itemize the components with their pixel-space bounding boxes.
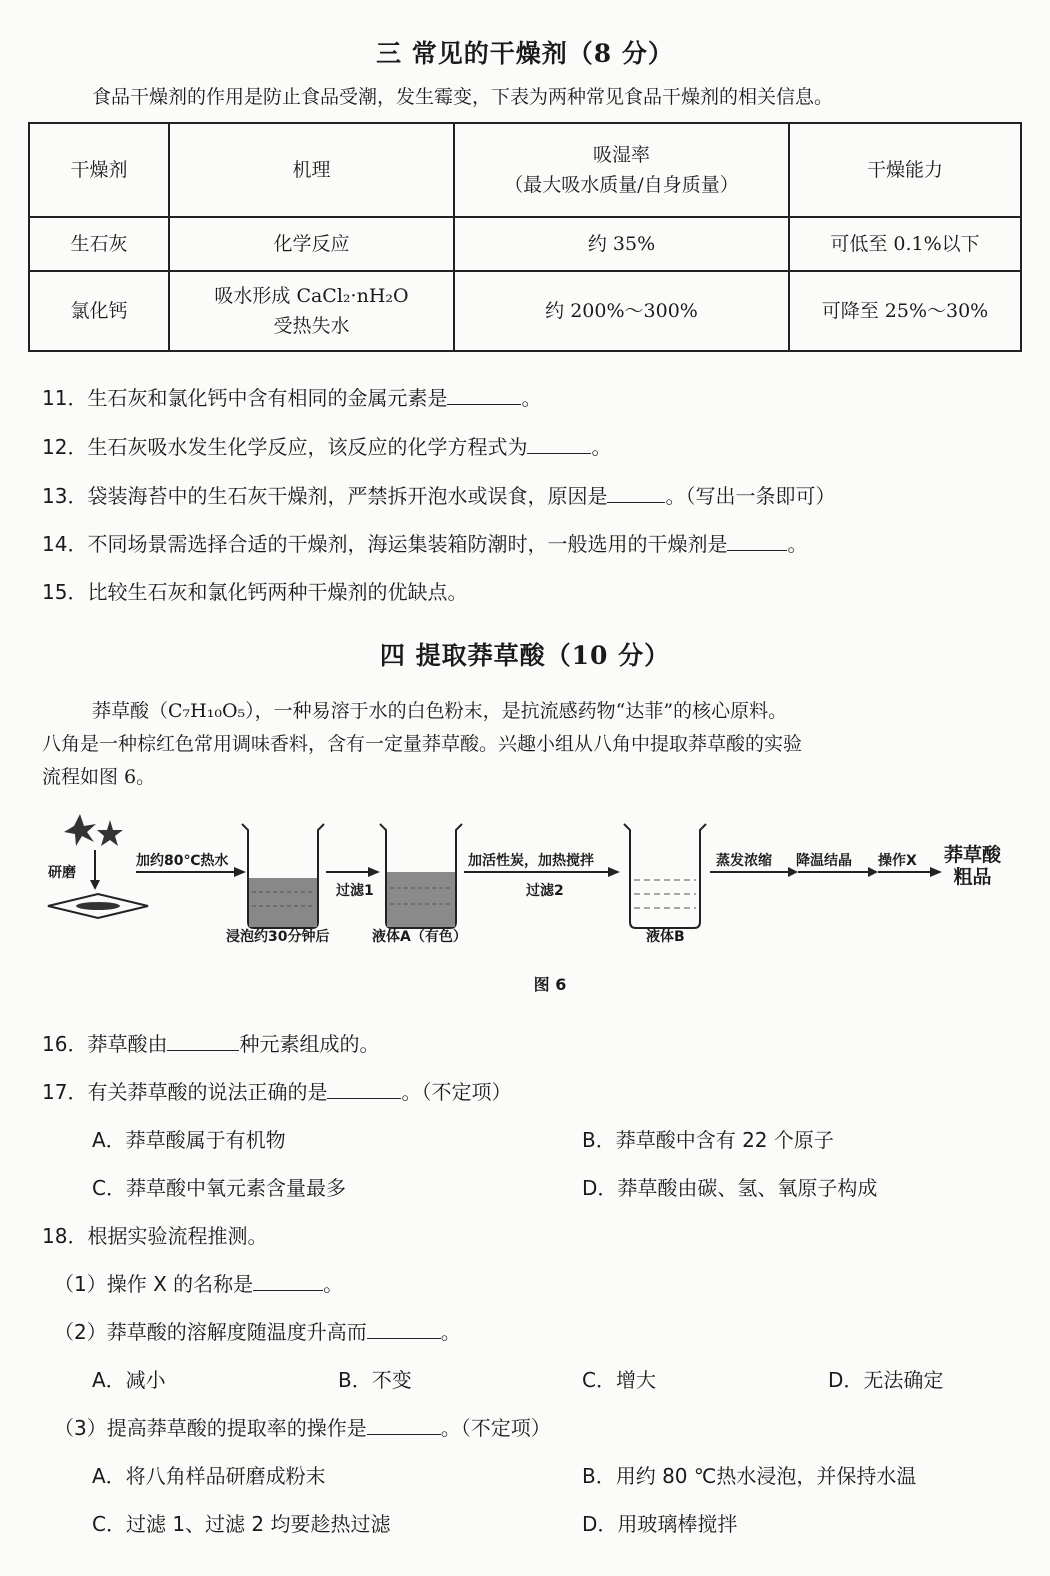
q18-3-option-c[interactable]: C．过滤 1、过滤 2 均要趁热过滤 bbox=[92, 1512, 391, 1536]
section4-intro-line1: 莽草酸（C₇H₁₀O₅），一种易溶于水的白色粉末，是抗流感药物“达菲”的核心原料。 bbox=[92, 700, 788, 722]
question-tail: 。 bbox=[521, 386, 542, 410]
flow-arrowhead bbox=[368, 867, 380, 877]
grind-arrowhead bbox=[90, 880, 100, 890]
label-step3a: 蒸发浓缩 bbox=[716, 853, 772, 869]
q18-part-3 bbox=[54, 1412, 551, 1441]
answer-blank[interactable] bbox=[727, 549, 787, 551]
table-cell: 约 35% bbox=[454, 217, 789, 271]
flow-arrowhead bbox=[930, 867, 942, 877]
question-text: （1）操作 X 的名称是 bbox=[54, 1272, 254, 1296]
q18-part-1 bbox=[54, 1268, 343, 1297]
answer-blank[interactable] bbox=[447, 403, 521, 405]
header-line: 吸湿率 bbox=[592, 144, 650, 166]
answer-blank[interactable] bbox=[367, 1337, 441, 1339]
table-cell: 氯化钙 bbox=[29, 271, 169, 351]
table-cell bbox=[169, 271, 454, 351]
question-text: 袋装海苔中的生石灰干燥剂，严禁拆开泡水或误食，原因是 bbox=[87, 484, 608, 508]
product-line: 莽草酸 bbox=[944, 844, 1002, 866]
table-cell: 可低至 0.1%以下 bbox=[789, 217, 1021, 271]
q18-3-option-b[interactable]: B．用约 80 ℃热水浸泡，并保持水温 bbox=[582, 1464, 917, 1488]
question-number: 16． bbox=[42, 1032, 88, 1056]
label-product bbox=[944, 844, 1001, 888]
question-text: （2）莽草酸的溶解度随温度升高而 bbox=[54, 1320, 367, 1344]
table-row bbox=[29, 217, 1021, 271]
flow-arrowhead bbox=[868, 867, 878, 877]
question-13 bbox=[42, 480, 835, 509]
powder-icon bbox=[76, 902, 120, 910]
label-liquid-a: 液体A（有色） bbox=[372, 929, 467, 945]
question-number: 12． bbox=[42, 435, 88, 459]
question-tail: 。 bbox=[787, 532, 808, 556]
q18-3-option-d[interactable]: D．用玻璃棒搅拌 bbox=[582, 1512, 738, 1536]
q18-3-option-a[interactable]: A．将八角样品研磨成粉末 bbox=[92, 1464, 326, 1488]
label-filter2: 过滤2 bbox=[526, 883, 564, 899]
question-tail: 。 bbox=[591, 435, 612, 459]
question-number: 14． bbox=[42, 532, 88, 556]
beaker-1-icon bbox=[242, 824, 324, 928]
q17-option-a[interactable]: A．莽草酸属于有机物 bbox=[92, 1128, 286, 1152]
question-tail: 。（写出一条即可） bbox=[665, 484, 836, 508]
label-step1: 加约80℃热水 bbox=[136, 853, 229, 869]
question-text: 生石灰吸水发生化学反应，该反应的化学方程式为 bbox=[87, 435, 528, 459]
section4-title: 四 提取莽草酸（10 分） bbox=[379, 641, 671, 670]
table-header-cell: 干燥能力 bbox=[789, 123, 1021, 217]
table-cell: 约 200%～300% bbox=[454, 271, 789, 351]
answer-blank[interactable] bbox=[327, 1097, 401, 1099]
question-number: 11． bbox=[42, 386, 88, 410]
label-grind: 研磨 bbox=[48, 865, 76, 881]
question-tail: 种元素组成的。 bbox=[239, 1032, 380, 1056]
star-anise-icon bbox=[64, 814, 123, 846]
question-18 bbox=[42, 1220, 267, 1249]
question-text: 比较生石灰和氯化钙两种干燥剂的优缺点。 bbox=[87, 580, 468, 604]
question-tail: 。 bbox=[323, 1272, 344, 1296]
q18-2-option-b[interactable]: B．不变 bbox=[338, 1368, 412, 1392]
question-tail: 。（不定项） bbox=[440, 1416, 551, 1440]
table-header-cell bbox=[454, 123, 789, 217]
question-number: 13． bbox=[42, 484, 88, 508]
desiccant-table bbox=[28, 122, 1022, 352]
beaker-2-icon bbox=[380, 824, 462, 928]
q17-option-c[interactable]: C．莽草酸中氧元素含量最多 bbox=[92, 1176, 346, 1200]
question-tail: 。（不定项） bbox=[401, 1080, 512, 1104]
question-number: 18． bbox=[42, 1224, 88, 1248]
question-text: （3）提高莽草酸的提取率的操作是 bbox=[54, 1416, 367, 1440]
question-15 bbox=[42, 576, 467, 605]
q18-part-2 bbox=[54, 1316, 461, 1345]
question-12 bbox=[42, 431, 611, 460]
question-11 bbox=[42, 382, 541, 411]
section3-intro: 食品干燥剂的作用是防止食品受潮，发生霉变，下表为两种常见食品干燥剂的相关信息。 bbox=[92, 86, 834, 108]
label-step3c: 操作X bbox=[878, 853, 917, 869]
question-16 bbox=[42, 1028, 379, 1057]
q18-2-option-a[interactable]: A．减小 bbox=[92, 1368, 166, 1392]
header-line: （最大吸水质量/自身质量） bbox=[504, 174, 739, 196]
question-text: 根据实验流程推测。 bbox=[87, 1224, 268, 1248]
question-text: 莽草酸由 bbox=[87, 1032, 168, 1056]
question-number: 17． bbox=[42, 1080, 88, 1104]
cell-line: 受热失水 bbox=[273, 315, 350, 337]
section4-intro-line2: 八角是一种棕红色常用调味香料，含有一定量莽草酸。兴趣小组从八角中提取莽草酸的实验 bbox=[42, 733, 803, 755]
table-cell: 化学反应 bbox=[169, 217, 454, 271]
table-header-row bbox=[29, 123, 1021, 217]
question-number: 15． bbox=[42, 580, 88, 604]
figure-caption: 图 6 bbox=[533, 975, 567, 994]
q17-option-b[interactable]: B．莽草酸中含有 22 个原子 bbox=[582, 1128, 834, 1152]
question-text: 有关莽草酸的说法正确的是 bbox=[87, 1080, 328, 1104]
answer-blank[interactable] bbox=[253, 1289, 323, 1291]
beaker-3-icon bbox=[624, 824, 706, 928]
section4-intro-line3: 流程如图 6。 bbox=[42, 766, 156, 788]
answer-blank[interactable] bbox=[527, 452, 591, 454]
question-14 bbox=[42, 528, 807, 557]
flow-arrowhead bbox=[234, 867, 246, 877]
q18-2-option-c[interactable]: C．增大 bbox=[582, 1368, 656, 1392]
product-line: 粗品 bbox=[953, 866, 992, 888]
flow-arrowhead bbox=[608, 867, 620, 877]
question-17 bbox=[42, 1076, 511, 1105]
cell-line: 吸水形成 CaCl₂·nH₂O bbox=[214, 285, 409, 307]
table-cell: 可降至 25%～30% bbox=[789, 271, 1021, 351]
question-text: 不同场景需选择合适的干燥剂，海运集装箱防潮时，一般选用的干燥剂是 bbox=[87, 532, 728, 556]
table-header-cell: 机理 bbox=[169, 123, 454, 217]
label-filter1: 过滤1 bbox=[336, 883, 374, 899]
question-text: 生石灰和氯化钙中含有相同的金属元素是 bbox=[87, 386, 448, 410]
table-header-cell: 干燥剂 bbox=[29, 123, 169, 217]
q18-2-option-d[interactable]: D．无法确定 bbox=[828, 1368, 944, 1392]
answer-blank[interactable] bbox=[167, 1049, 239, 1051]
table-row bbox=[29, 271, 1021, 351]
table-cell: 生石灰 bbox=[29, 217, 169, 271]
question-tail: 。 bbox=[440, 1320, 461, 1344]
q17-option-d[interactable]: D．莽草酸由碳、氢、氧原子构成 bbox=[582, 1176, 878, 1200]
answer-blank[interactable] bbox=[367, 1433, 441, 1435]
section3-title: 三 常见的干燥剂（8 分） bbox=[376, 39, 674, 68]
label-liquid-b: 液体B bbox=[646, 929, 685, 945]
label-step3b: 降温结晶 bbox=[796, 853, 852, 869]
answer-blank[interactable] bbox=[607, 501, 665, 503]
label-step2: 加活性炭，加热搅拌 bbox=[468, 853, 594, 869]
label-soak: 浸泡约30分钟后 bbox=[226, 929, 330, 945]
